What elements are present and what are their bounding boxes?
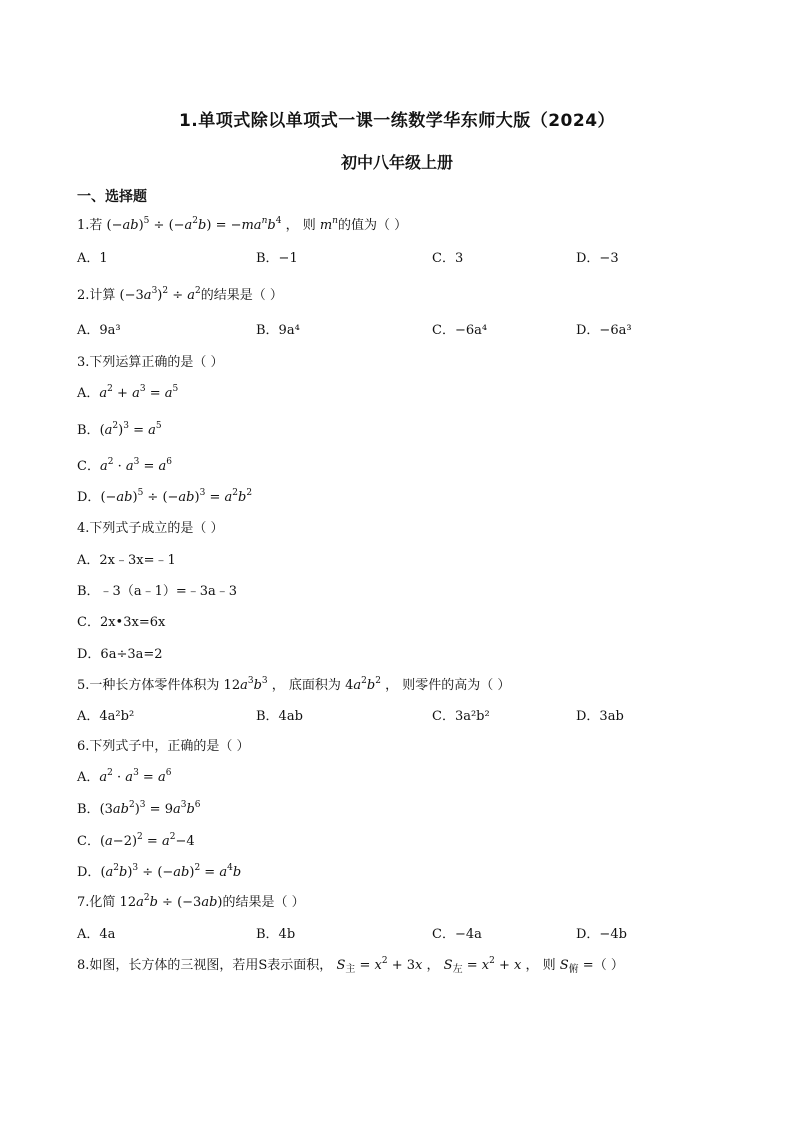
question-6-option-a[interactable]: A．$a^2 \cdot a^3 = a^6$	[77, 768, 172, 785]
question-3-option-a[interactable]: A．$a^2 + a^3 = a^5$	[77, 384, 179, 401]
question-8-s-front: $S_主 = x^2 + 3x$	[336, 956, 423, 975]
question-4-stem: 4.下列式子成立的是（ ）	[77, 521, 224, 536]
question-4-option-d[interactable]: D．6a÷3a=2	[77, 647, 163, 662]
question-6-option-d[interactable]: D．$(a^2b)^3 \div (-ab)^2 = a^4b$	[77, 863, 242, 880]
question-1-option-a[interactable]: A．1	[77, 251, 108, 266]
question-7-option-b[interactable]: B．4b	[256, 927, 296, 942]
question-3-stem: 3.下列运算正确的是（ ）	[77, 355, 224, 370]
question-4-option-a[interactable]: A．2x﹣3x=﹣1	[77, 553, 176, 568]
question-2-option-d[interactable]: D．−6a³	[576, 323, 632, 338]
question-5-stem: 5.一种长方体零件体积为 $12a^3b^3$ ， 底面积为 $4a^2b^2$ ， 则零件的高为（ ）	[77, 676, 511, 693]
question-3-option-c[interactable]: C．$a^2 \cdot a^3 = a^6$	[77, 457, 173, 474]
question-1-option-b[interactable]: B．−1	[256, 251, 298, 266]
section-heading: 一、选择题	[77, 189, 147, 205]
question-1-option-d[interactable]: D．−3	[576, 251, 619, 266]
question-8-s-left: $S_左 = x^2 + x$	[443, 956, 522, 975]
question-1-stem: 1.若 $(-ab)^5 \div (-a^2b) = -ma^nb^4$ ， 则 $m^n$的值为（ ）	[77, 216, 408, 233]
question-2-option-c[interactable]: C．−6a⁴	[432, 323, 488, 338]
question-2-option-b[interactable]: B．9a⁴	[256, 323, 300, 338]
document-subtitle: 初中八年级上册	[340, 153, 453, 172]
question-7-stem: 7.化简 $12a^2b \div (-3ab)$的结果是（ ）	[77, 893, 305, 910]
question-6-option-b[interactable]: B．$(3ab^2)^3 = 9a^3b^6$	[77, 800, 201, 817]
question-5-volume: $12a^3b^3$	[223, 676, 268, 693]
question-2-option-a[interactable]: A．9a³	[77, 323, 121, 338]
question-5-option-c[interactable]: C．3a²b²	[432, 709, 490, 724]
question-2-stem: 2.计算 $(-3a^3)^2 \div a^2$的结果是（ ）	[77, 286, 283, 303]
question-8-stem: 8.如图，长方体的三视图，若用S表示面积， $S_主 = x^2 + 3x$ ， $S_左 = x^2 + x$ ， 则 $S_俯$ =（ ）	[77, 956, 624, 975]
question-6-stem: 6.下列式子中，正确的是（ ）	[77, 739, 250, 754]
question-3-option-d[interactable]: D．$(-ab)^5 \div (-ab)^3 = a^2b^2$	[77, 488, 253, 505]
question-4-option-c[interactable]: C．2x•3x=6x	[77, 615, 166, 630]
question-1-option-c[interactable]: C．3	[432, 251, 464, 266]
question-5-option-d[interactable]: D．3ab	[576, 709, 624, 724]
question-6-option-c[interactable]: C．$(a-2)^2 = a^2-4$	[77, 832, 195, 849]
question-8-s-top: $S_俯$ =	[559, 958, 594, 975]
document-title: 1.单项式除以单项式一课一练数学华东师大版（2024）	[178, 111, 616, 131]
question-7-expression: $12a^2b \div (-3ab)$	[119, 893, 223, 910]
question-2-expression: $(-3a^3)^2 \div a^2$	[119, 286, 201, 303]
question-7-option-d[interactable]: D．−4b	[576, 927, 627, 942]
question-5-base-area: $4a^2b^2$	[345, 676, 381, 693]
question-1-expression: $(-ab)^5 \div (-a^2b) = -ma^nb^4$	[106, 216, 282, 233]
question-5-option-a[interactable]: A．4a²b²	[77, 709, 135, 724]
question-4-option-b[interactable]: B．﹣3（a﹣1）=﹣3a﹣3	[77, 584, 238, 599]
question-7-option-a[interactable]: A．4a	[77, 927, 116, 942]
question-1-target: $m^n$	[319, 216, 338, 233]
question-5-option-b[interactable]: B．4ab	[256, 709, 303, 724]
question-7-option-c[interactable]: C．−4a	[432, 927, 482, 942]
question-3-option-b[interactable]: B．$(a^2)^3 = a^5$	[77, 421, 162, 438]
